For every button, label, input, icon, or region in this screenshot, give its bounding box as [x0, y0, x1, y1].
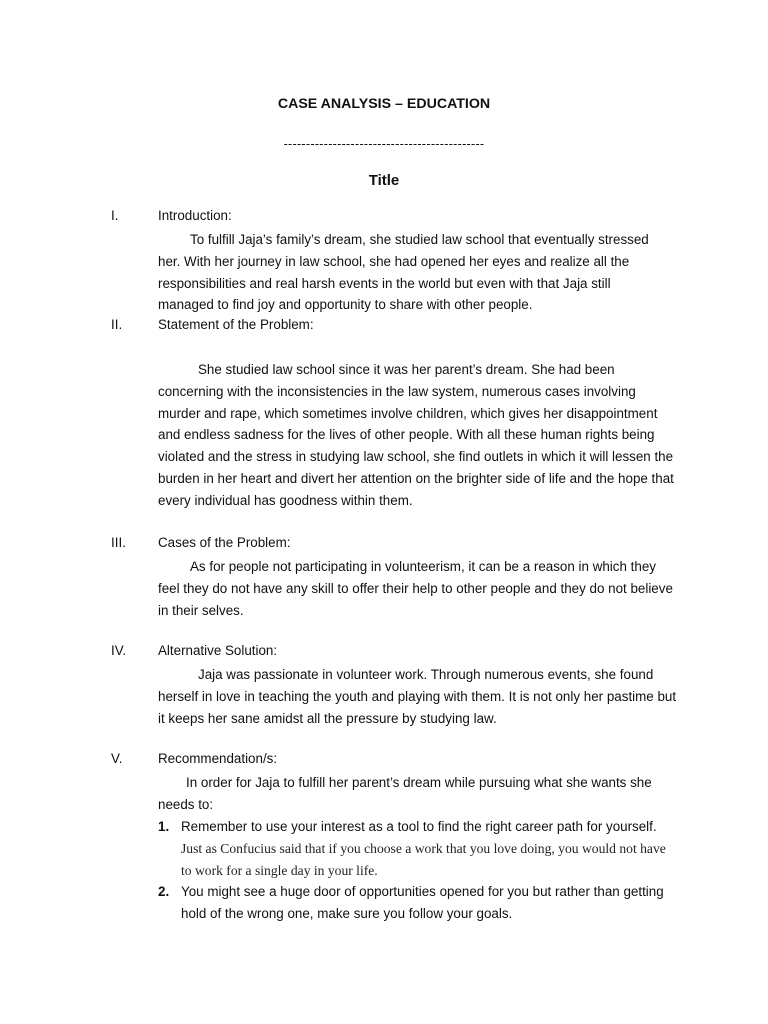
- recommendation-list: [158, 816, 678, 925]
- section-body: Jaja was passionate in volunteer work. Through numerous events, she found herself in love in teaching the youth and playing with them. It is not only her pastime but it keeps her sane amidst all the pressure by studying law.: [158, 667, 677, 726]
- section-heading: Cases of the Problem:: [158, 535, 291, 550]
- title-separator: ---------------------------------------------: [283, 137, 485, 151]
- list-item-text: Remember to use your interest as a tool to find the right career path for yourself.: [181, 819, 657, 834]
- section-numeral: V.: [111, 751, 123, 766]
- list-item-number: 2.: [158, 884, 170, 900]
- section-numeral: IV.: [111, 643, 127, 658]
- section-heading: Statement of the Problem:: [158, 317, 314, 332]
- section-numeral: III.: [111, 535, 126, 550]
- section-numeral: II.: [111, 317, 123, 332]
- section-heading: Alternative Solution:: [158, 643, 278, 658]
- section-heading: Introduction:: [158, 208, 232, 223]
- section-heading: Recommendation/s:: [158, 751, 278, 766]
- section-body: In order for Jaja to fulfill her parent’s dream while pursuing what she wants she needs to:: [158, 775, 652, 812]
- section-body: To fulfill Jaja’s family’s dream, she studied law school that eventually stressed her. With her journey in law school, she had opened her eyes and realize all the responsibilities and real harsh events in the world but even with that Jaja still managed to find joy and opportunity to share with other people.: [158, 232, 649, 313]
- list-item: [158, 881, 678, 925]
- section-body: She studied law school since it was her parent’s dream. She had been concerning with the inconsistencies in the law system, numerous cases involving murder and rape, which sometimes involve children, which gives her disappointment and endless sadness for the lives of other people. With all these human rights being violated and the stress in studying law school, she find outlets in which it will lessen the burden in her heart and divert her attention on the brighter side of life and the hope that every individual has goodness within them.: [158, 362, 674, 508]
- list-item-text: You might see a huge door of opportunities opened for you but rather than getting hold of the wrong one, make sure you follow your goals.: [181, 884, 664, 922]
- section-numeral: I.: [111, 208, 119, 223]
- confucius-quote: Just as Confucius said that if you choose a work that you love doing, you would not have to work for a single day in your life.: [181, 840, 666, 878]
- document-subtitle: Title: [368, 172, 400, 189]
- list-item-number: 1.: [158, 819, 170, 834]
- section-body: As for people not participating in volunteerism, it can be a reason in which they feel they do not have any skill to offer their help to other people and they do not believe in their selves.: [158, 559, 673, 618]
- list-item: [158, 816, 678, 881]
- document-title: CASE ANALYSIS – EDUCATION: [277, 96, 491, 112]
